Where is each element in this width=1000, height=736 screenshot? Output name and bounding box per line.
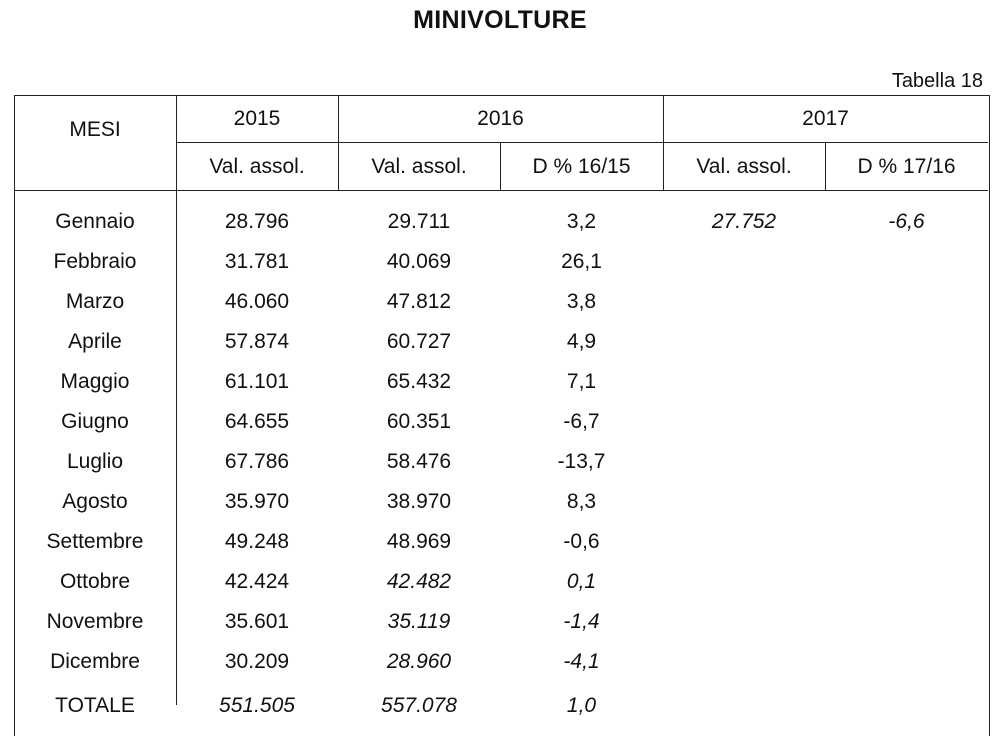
month-cell: Gennaio xyxy=(55,210,135,233)
value-2016-cell: 40.069 xyxy=(386,250,452,273)
table-row xyxy=(0,282,1000,322)
header-val-2015: Val. assol. xyxy=(209,155,305,178)
value-2015-cell: 61.101 xyxy=(224,370,290,393)
value-2015-cell: 35.970 xyxy=(224,490,290,513)
month-cell: Luglio xyxy=(66,450,124,473)
diff-17-16-cell: -6,6 xyxy=(888,210,925,233)
table-row xyxy=(0,642,1000,682)
table-row xyxy=(0,322,1000,362)
diff-16-15-cell: 8,3 xyxy=(566,490,597,513)
diff-16-15-cell: -6,7 xyxy=(563,410,600,433)
diff-16-15-cell: 3,2 xyxy=(566,210,597,233)
grid-line xyxy=(176,142,988,143)
total-label-cell: TOTALE xyxy=(55,694,135,717)
value-2016-cell: 58.476 xyxy=(386,450,452,473)
table-row xyxy=(0,362,1000,402)
value-2015-cell: 42.424 xyxy=(224,570,290,593)
diff-16-15-cell: 7,1 xyxy=(566,370,597,393)
header-year-2016: 2016 xyxy=(477,107,524,130)
table-row xyxy=(0,562,1000,602)
month-cell: Aprile xyxy=(68,330,122,353)
value-2015-cell: 67.786 xyxy=(224,450,290,473)
table-number: Tabella 18 xyxy=(891,70,983,92)
table-row xyxy=(0,402,1000,442)
diff-16-15-cell: -13,7 xyxy=(557,450,606,473)
diff-16-15-cell: -1,4 xyxy=(563,610,600,633)
month-cell: Marzo xyxy=(65,290,125,313)
month-cell: Ottobre xyxy=(59,570,131,593)
value-2015-cell: 28.796 xyxy=(224,210,290,233)
value-2016-cell: 42.482 xyxy=(386,570,452,593)
diff-16-15-cell: 4,9 xyxy=(566,330,597,353)
value-2016-cell: 29.711 xyxy=(387,210,451,233)
value-2016-cell: 60.351 xyxy=(386,410,452,433)
header-year-2017: 2017 xyxy=(802,107,849,130)
header-val-2017: Val. assol. xyxy=(696,155,792,178)
table-row xyxy=(0,522,1000,562)
total-2015-cell: 551.505 xyxy=(219,694,295,717)
header-val-2016: Val. assol. xyxy=(371,155,467,178)
value-2016-cell: 35.119 xyxy=(387,610,451,633)
value-2015-cell: 64.655 xyxy=(224,410,290,433)
value-2016-cell: 60.727 xyxy=(386,330,452,353)
header-diff-17-16: D % 17/16 xyxy=(857,155,956,178)
month-cell: Febbraio xyxy=(53,250,137,273)
value-2016-cell: 28.960 xyxy=(386,650,452,673)
table-row-total xyxy=(0,686,1000,726)
diff-16-15-cell: -0,6 xyxy=(563,530,600,553)
month-cell: Novembre xyxy=(46,610,144,633)
month-cell: Giugno xyxy=(61,410,129,433)
diff-16-15-cell: -4,1 xyxy=(563,650,600,673)
value-2015-cell: 57.874 xyxy=(224,330,290,353)
header-year-2015: 2015 xyxy=(233,107,281,130)
value-2016-cell: 65.432 xyxy=(386,370,452,393)
month-cell: Maggio xyxy=(60,370,130,393)
grid-line xyxy=(14,190,988,191)
page-title: MINIVOLTURE xyxy=(413,6,587,34)
value-2016-cell: 38.970 xyxy=(386,490,452,513)
total-2016-cell: 557.078 xyxy=(381,694,457,717)
value-2016-cell: 47.812 xyxy=(386,290,452,313)
table-row xyxy=(0,482,1000,522)
header-mesi: MESI xyxy=(69,118,121,141)
month-cell: Agosto xyxy=(62,490,128,513)
diff-16-15-cell: 0,1 xyxy=(566,570,597,593)
total-diff-16-15-cell: 1,0 xyxy=(566,694,597,717)
value-2015-cell: 46.060 xyxy=(224,290,290,313)
month-cell: Settembre xyxy=(46,530,144,553)
header-diff-16-15: D % 16/15 xyxy=(532,155,631,178)
table-row xyxy=(0,442,1000,482)
table-row xyxy=(0,202,1000,242)
diff-16-15-cell: 26,1 xyxy=(561,250,602,273)
table-row xyxy=(0,242,1000,282)
value-2016-cell: 48.969 xyxy=(386,530,452,553)
value-2017-cell: 27.752 xyxy=(711,210,777,233)
table-row xyxy=(0,602,1000,642)
month-cell: Dicembre xyxy=(50,650,140,673)
diff-16-15-cell: 3,8 xyxy=(566,290,597,313)
value-2015-cell: 31.781 xyxy=(224,250,290,273)
value-2015-cell: 35.601 xyxy=(224,610,290,633)
value-2015-cell: 49.248 xyxy=(224,530,290,553)
value-2015-cell: 30.209 xyxy=(224,650,290,673)
